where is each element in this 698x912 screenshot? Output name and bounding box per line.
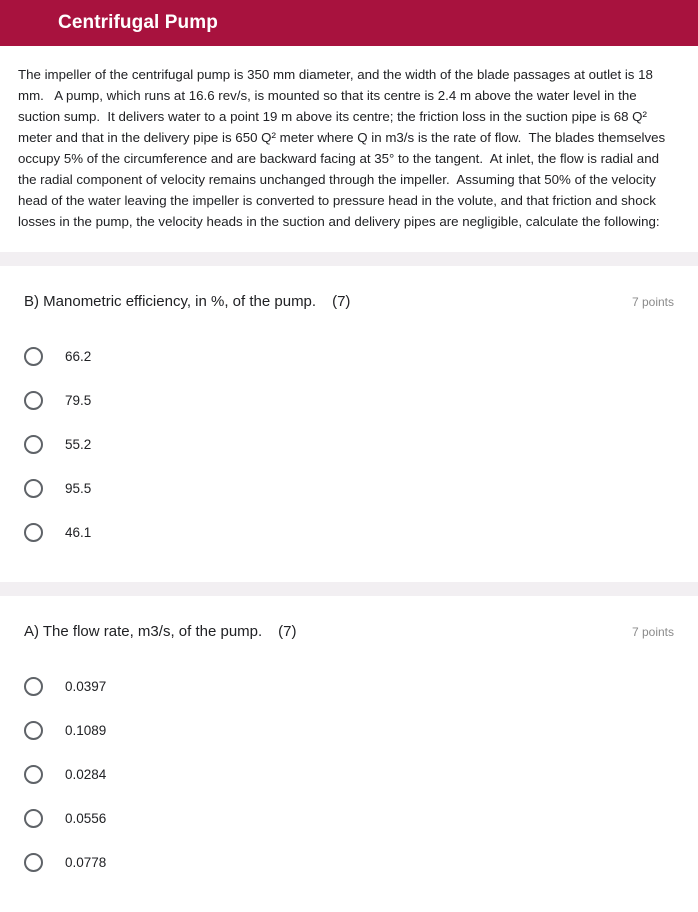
intro-text: The impeller of the centrifugal pump is 350 mm diameter, and the width of the blade passages at outlet is 18 mm. A pump, which runs at 16.6 rev/s, is mounted so that its centre is 2.4 m above the water level in the suction sump. It delivers water to a point 19 m above its centre; the friction loss in the suction pipe is 68 Q² meter and that in the delivery pipe is 650 Q² meter where Q in m3/s is the rate of flow. The blades themselves occupy 5% of the circumference and are backward facing at 35° to the tangent. At inlet, the flow is radial and the radial component of velocity remains unchanged through the impeller. Assuming that 50% of the velocity head of the water leaving the impeller is converted to pressure head in the volute, and that friction and shock losses in the pump, the velocity heads in the suction and delivery pipes are negligible, calculate the following: — [18, 67, 669, 229]
option-row[interactable] — [18, 334, 680, 378]
option-label: 0.0778 — [65, 854, 107, 870]
radio-button-icon[interactable] — [24, 809, 43, 828]
question-text: B) Manometric efficiency, in %, of the pump. — [24, 293, 317, 310]
radio-button-icon[interactable] — [24, 347, 43, 366]
question-points: 7 points — [631, 625, 674, 639]
question-header — [18, 622, 680, 642]
question-header — [18, 292, 680, 312]
option-label: 66.2 — [65, 348, 92, 364]
radio-button-icon[interactable] — [24, 523, 43, 542]
question-title — [24, 622, 297, 642]
option-label: 79.5 — [65, 392, 92, 408]
radio-button-icon[interactable] — [24, 721, 43, 740]
options-list — [18, 664, 680, 884]
option-label: 0.0556 — [65, 810, 107, 826]
card-divider — [0, 252, 698, 266]
option-label: 0.1089 — [65, 722, 107, 738]
option-label: 0.0397 — [65, 678, 107, 694]
option-row[interactable] — [18, 378, 680, 422]
card-divider — [0, 582, 698, 596]
radio-button-icon[interactable] — [24, 765, 43, 784]
option-row[interactable] — [18, 840, 680, 884]
question-card-b — [0, 266, 698, 582]
page-title: Centrifugal Pump — [58, 12, 218, 33]
radio-button-icon[interactable] — [24, 853, 43, 872]
question-text: A) The flow rate, m3/s, of the pump. — [24, 623, 263, 640]
option-label: 0.0284 — [65, 766, 107, 782]
question-marks: (7) — [278, 623, 297, 640]
options-list — [18, 334, 680, 554]
question-card-a — [0, 596, 698, 912]
option-label: 46.1 — [65, 524, 92, 540]
app-header — [0, 0, 698, 46]
radio-button-icon[interactable] — [24, 677, 43, 696]
option-row[interactable] — [18, 708, 680, 752]
option-row[interactable] — [18, 752, 680, 796]
question-points: 7 points — [631, 295, 674, 309]
question-marks: (7) — [332, 293, 351, 310]
option-label: 55.2 — [65, 436, 92, 452]
option-row[interactable] — [18, 422, 680, 466]
option-row[interactable] — [18, 664, 680, 708]
radio-button-icon[interactable] — [24, 435, 43, 454]
question-intro-card — [0, 46, 698, 252]
radio-button-icon[interactable] — [24, 479, 43, 498]
option-row[interactable] — [18, 510, 680, 554]
option-row[interactable] — [18, 796, 680, 840]
radio-button-icon[interactable] — [24, 391, 43, 410]
question-title — [24, 292, 350, 312]
option-row[interactable] — [18, 466, 680, 510]
option-label: 95.5 — [65, 480, 92, 496]
